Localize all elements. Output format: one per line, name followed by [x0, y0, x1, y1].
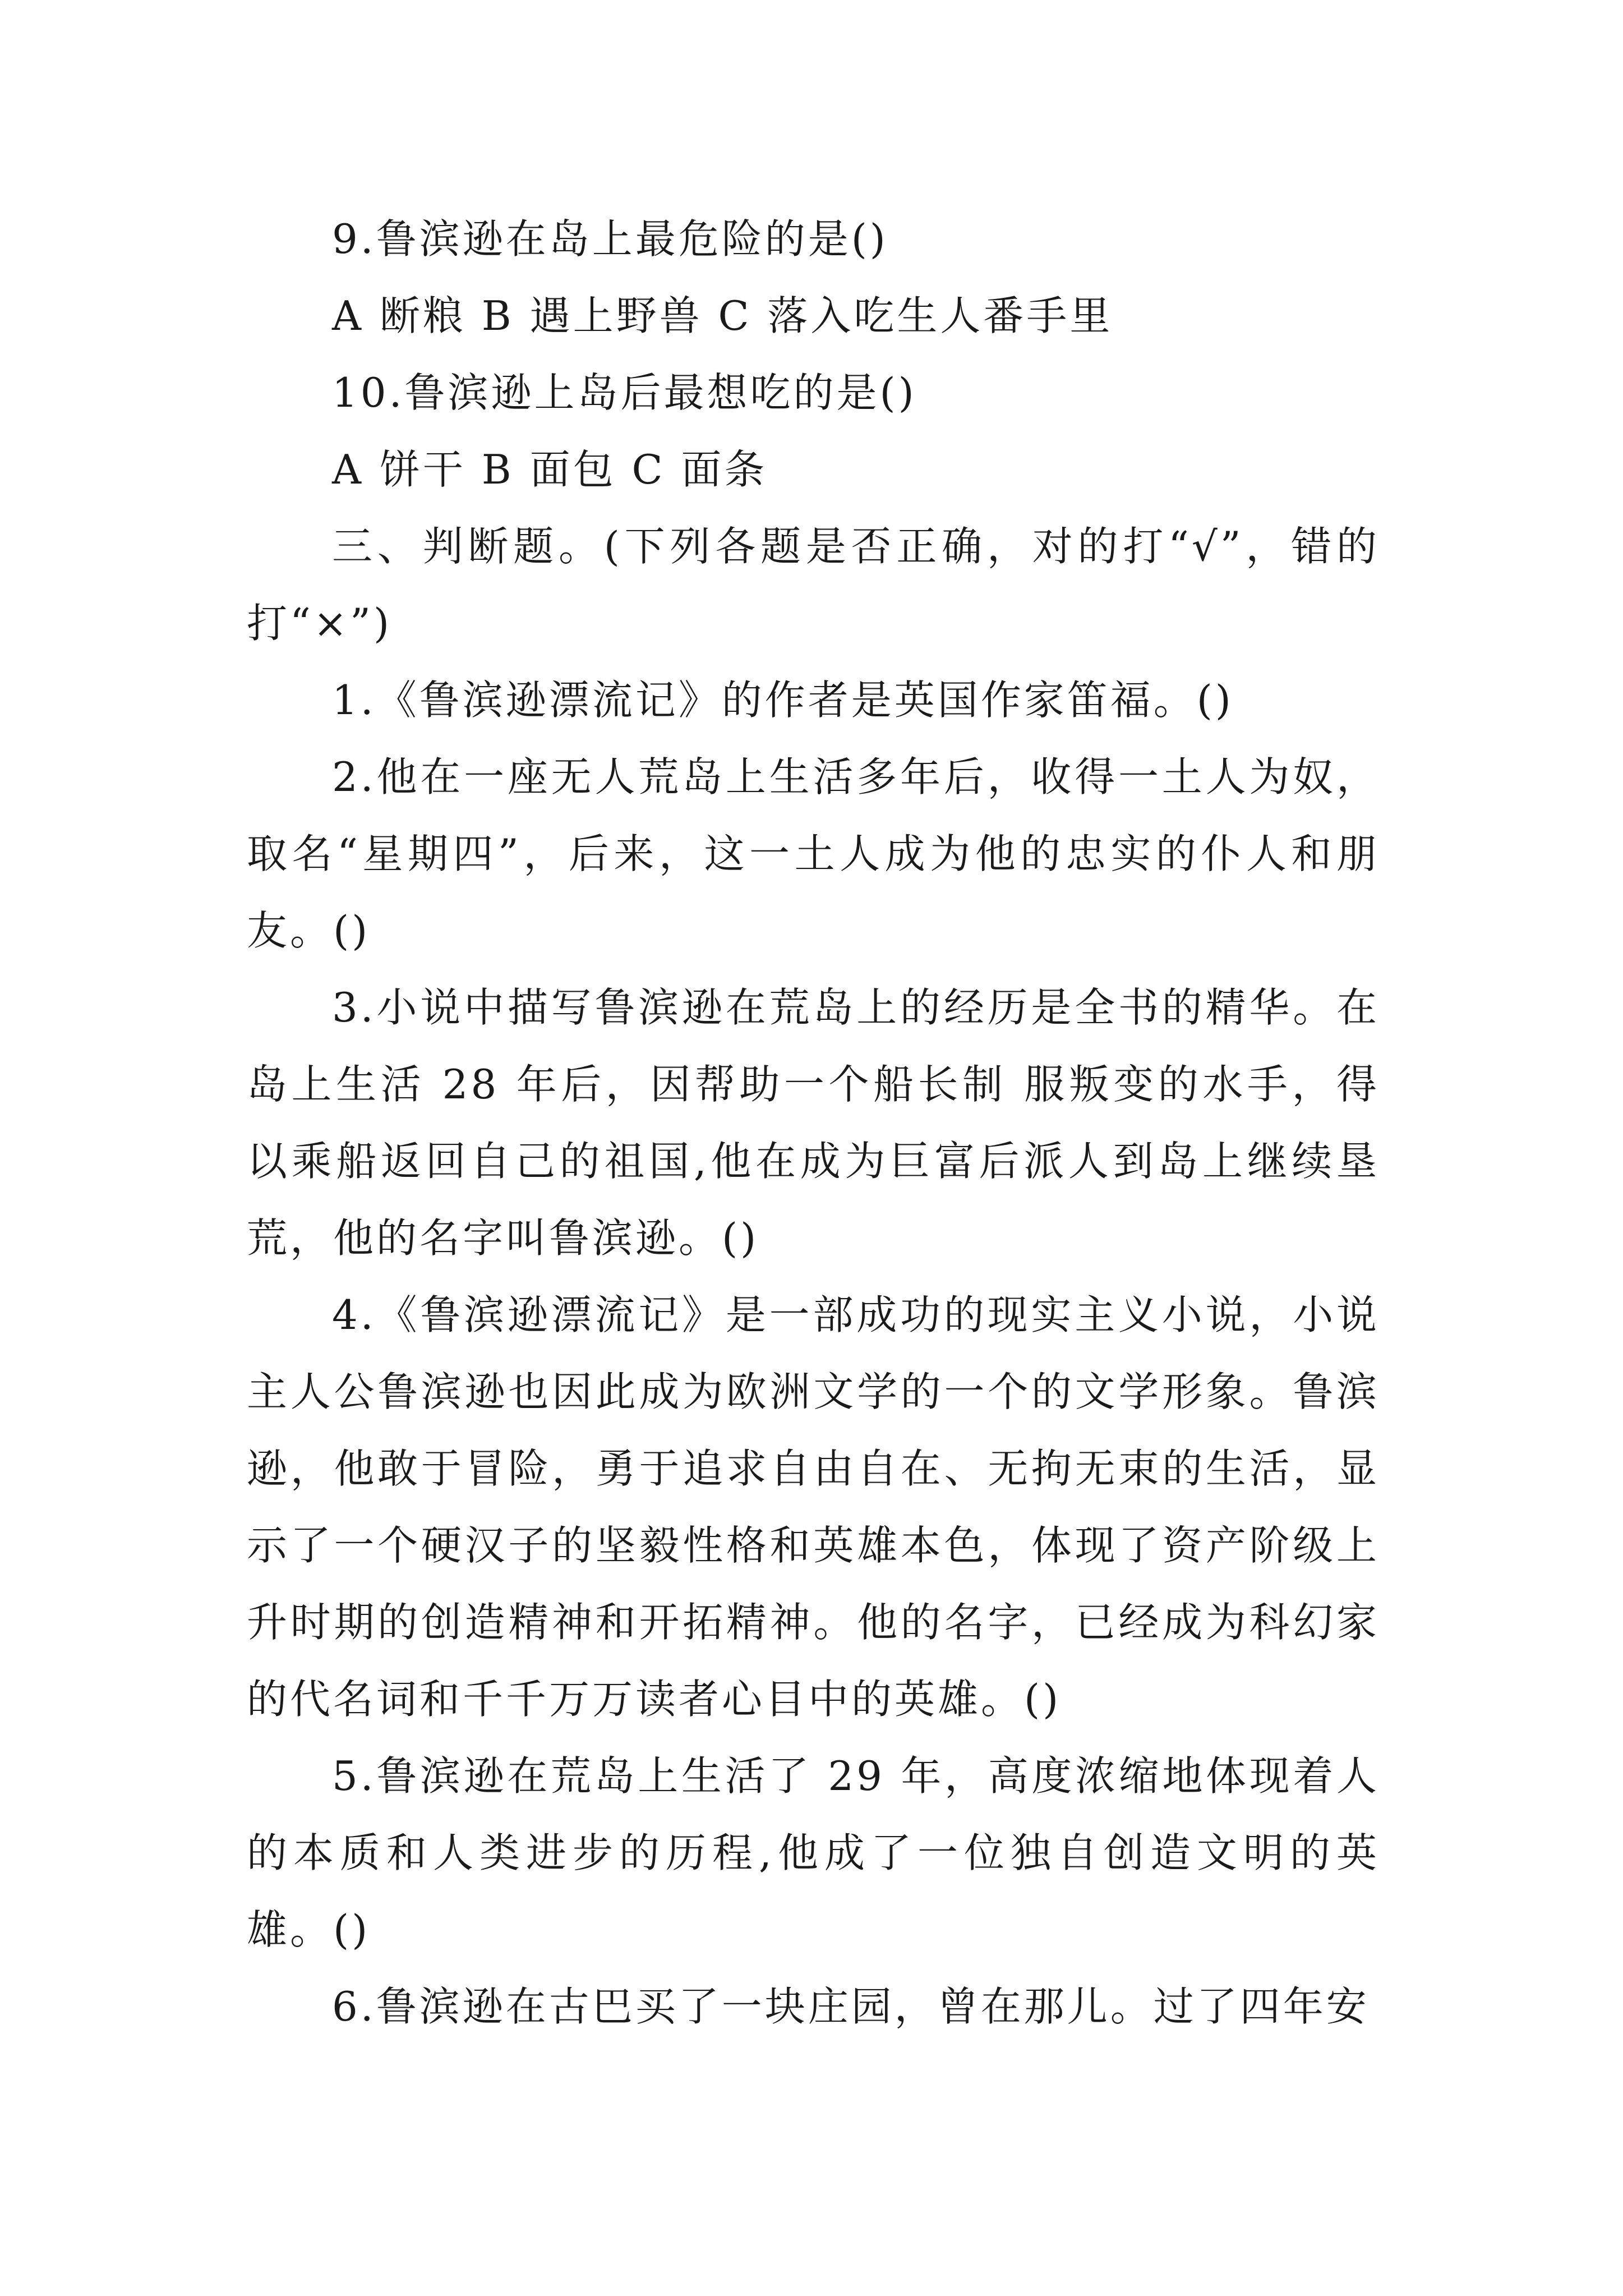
judgment-3: 3.小说中描写鲁滨逊在荒岛上的经历是全书的精华。在岛上生活 28 年后，因帮助一个船长制 服叛变的水手，得以乘船返回自己的祖国,他在成为巨富后派人到岛上继续垦荒，他的名字叫鲁滨逊。() — [247, 984, 1380, 1262]
question-9: 9.鲁滨逊在岛上最危险的是() — [332, 215, 888, 263]
section-3-heading: 三、判断题。(下列各题是否正确，对的打“√”，错的打“×”) — [247, 523, 1380, 647]
judgment-5: 5.鲁滨逊在荒岛上生活了 29 年，高度浓缩地体现着人的本质和人类进步的历程,他成了一位独自创造文明的英雄。() — [247, 1752, 1380, 1953]
judgment-4: 4.《鲁滨逊漂流记》是一部成功的现实主义小说，小说主人公鲁滨逊也因此成为欧洲文学的一个的文学形象。鲁滨逊，他敢于冒险，勇于追求自由自在、无拘无束的生活，显示了一个硬汉子的坚毅性格和英雄本色，体现了资产阶级上升时期的创造精神和开拓精神。他的名字，已经成为科幻家的代名词和千千万万读者心目中的英雄。() — [247, 1291, 1380, 1723]
question-9-options: A 断粮 B 遇上野兽 C 落入吃生人番手里 — [332, 292, 1113, 339]
judgment-6: 6.鲁滨逊在古巴买了一块庄园，曾在那儿。过了四年安 — [332, 1983, 1370, 2030]
question-10-options: A 饼干 B 面包 C 面条 — [332, 446, 768, 493]
judgment-2: 2.他在一座无人荒岛上生活多年后，收得一土人为奴，取名“星期四”，后来，这一土人成为他的忠实的仆人和朋友。() — [247, 753, 1380, 954]
question-10: 10.鲁滨逊上岛后最想吃的是() — [332, 369, 917, 416]
judgment-1: 1.《鲁滨逊漂流记》的作者是英国作家笛福。() — [332, 677, 1234, 724]
document-body — [247, 201, 1380, 2045]
